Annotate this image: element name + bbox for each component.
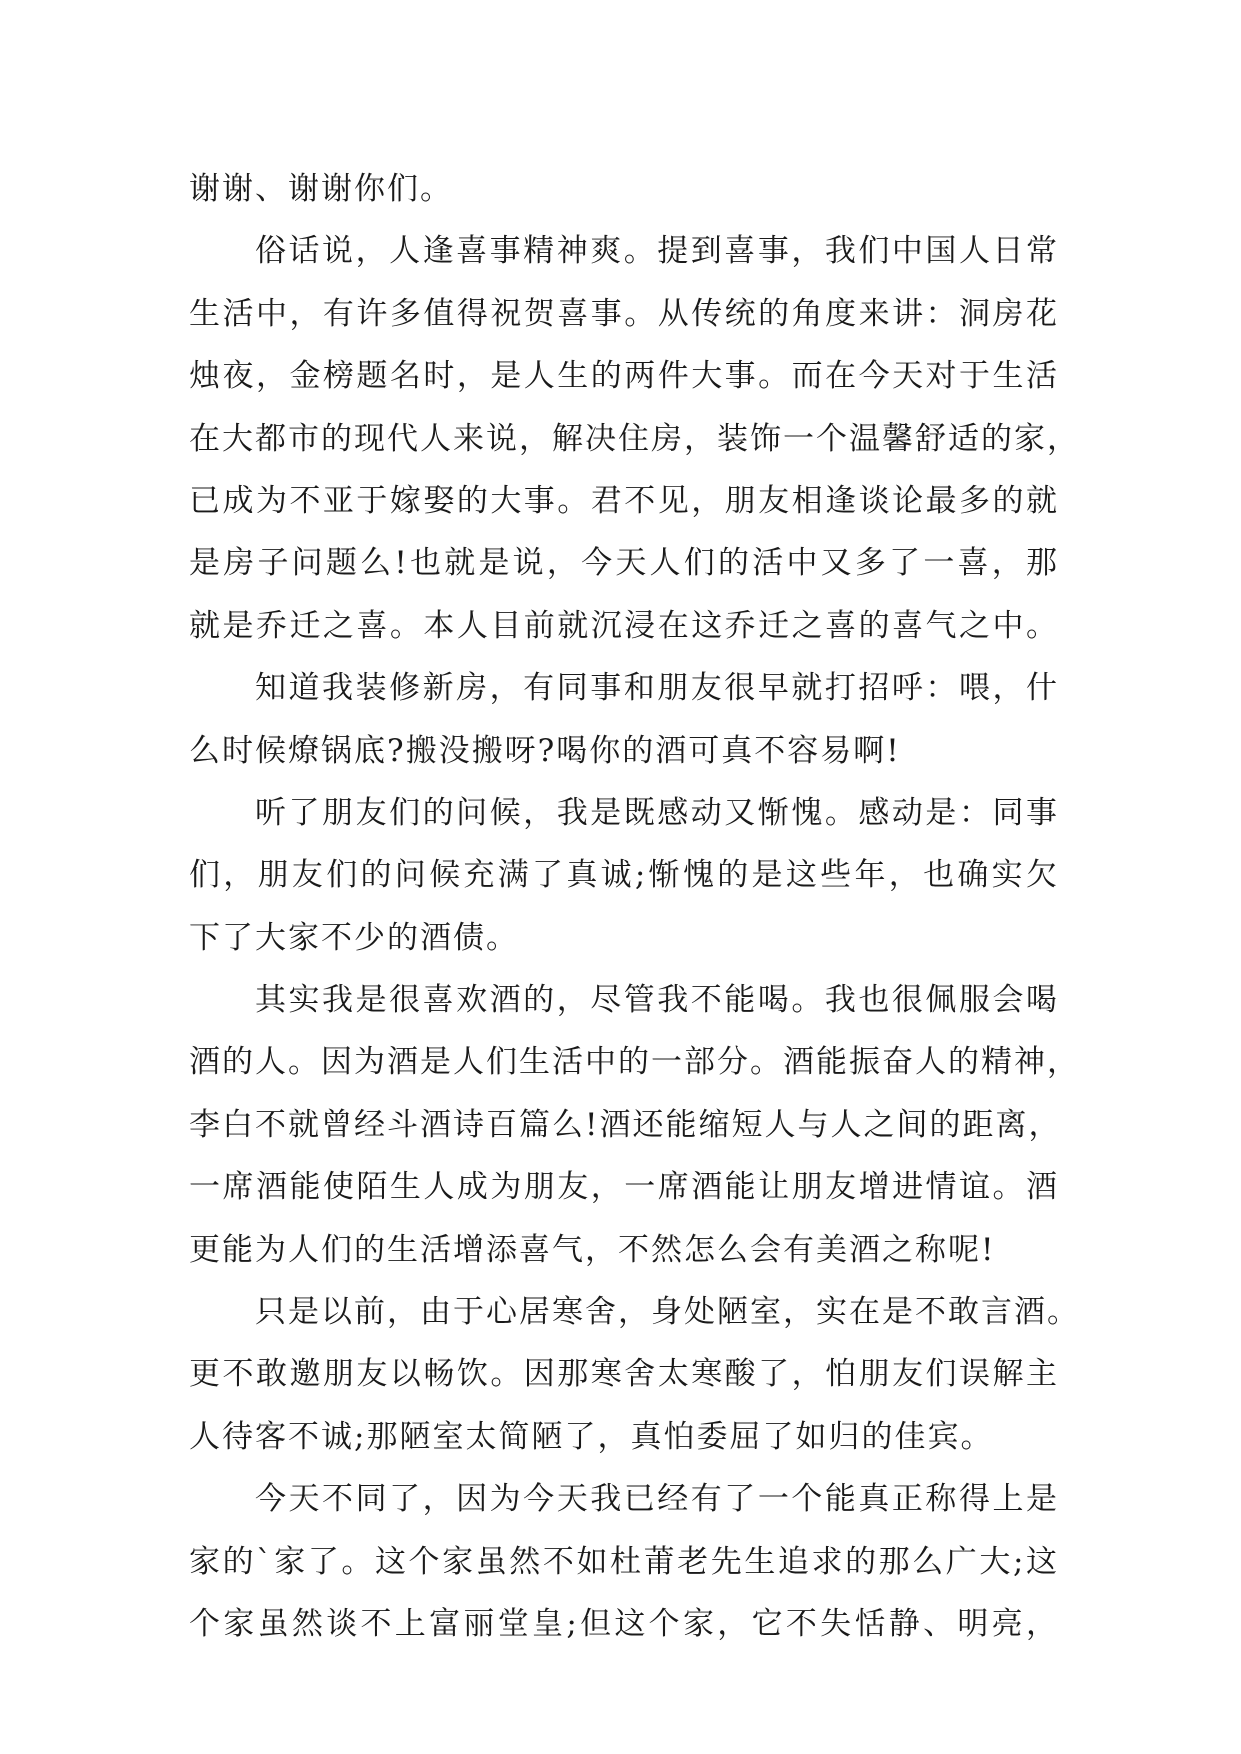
text-line: 其实我是很喜欢酒的，尽管我不能喝。我也很佩服会喝 <box>255 982 1059 1019</box>
text-line: 生活中，有许多值得祝贺喜事。从传统的角度来讲：洞房花 <box>189 295 1059 332</box>
body-text <box>189 158 1080 1655</box>
text-line: 们，朋友们的问候充满了真诚;惭愧的是这些年，也确实欠 <box>189 857 1059 894</box>
text-line: 烛夜，金榜题名时，是人生的两件大事。而在今天对于生活 <box>189 358 1059 395</box>
text-line: 在大都市的现代人来说，解决住房，装饰一个温馨舒适的家， <box>189 420 1080 457</box>
text-line: 更能为人们的生活增添喜气，不然怎么会有美酒之称呢! <box>189 1231 996 1268</box>
text-line: 人待客不诚;那陋室太简陋了，真怕委屈了如归的佳宾。 <box>189 1418 994 1455</box>
text-line: 谢谢、谢谢你们。 <box>189 171 453 207</box>
text-line: 今天不同了，因为今天我已经有了一个能真正称得上是 <box>255 1481 1059 1518</box>
text-line: 听了朋友们的问候，我是既感动又惭愧。感动是：同事 <box>255 794 1059 831</box>
text-line: 只是以前，由于心居寒舍，身处陋室，实在是不敢言酒。 <box>255 1294 1080 1331</box>
text-line: 已成为不亚于嫁娶的大事。君不见，朋友相逢谈论最多的就 <box>189 482 1059 519</box>
text-line: 李白不就曾经斗酒诗百篇么!酒还能缩短人与人之间的距离， <box>189 1106 1062 1143</box>
text-line: 是房子问题么!也就是说，今天人们的活中又多了一喜，那 <box>189 545 1059 582</box>
text-line: 家的`家了。这个家虽然不如杜莆老先生追求的那么广大;这 <box>189 1543 1059 1580</box>
text-line: 俗话说，人逢喜事精神爽。提到喜事，我们中国人日常 <box>255 233 1059 270</box>
text-line: 个家虽然谈不上富丽堂皇;但这个家，它不失恬静、明亮， <box>189 1605 1059 1642</box>
text-line: 知道我装修新房，有同事和朋友很早就打招呼：喂，什 <box>255 670 1059 707</box>
text-line: 下了大家不少的酒债。 <box>189 919 519 956</box>
text-line: 么时候燎锅底?搬没搬呀?喝你的酒可真不容易啊! <box>189 732 901 769</box>
text-line: 一席酒能使陌生人成为朋友，一席酒能让朋友增进情谊。酒 <box>189 1169 1059 1206</box>
text-line: 就是乔迁之喜。本人目前就沉浸在这乔迁之喜的喜气之中。 <box>189 607 1059 644</box>
text-line: 更不敢邀朋友以畅饮。因那寒舍太寒酸了，怕朋友们误解主 <box>189 1356 1059 1393</box>
text-line: 酒的人。因为酒是人们生活中的一部分。酒能振奋人的精神， <box>189 1044 1080 1081</box>
